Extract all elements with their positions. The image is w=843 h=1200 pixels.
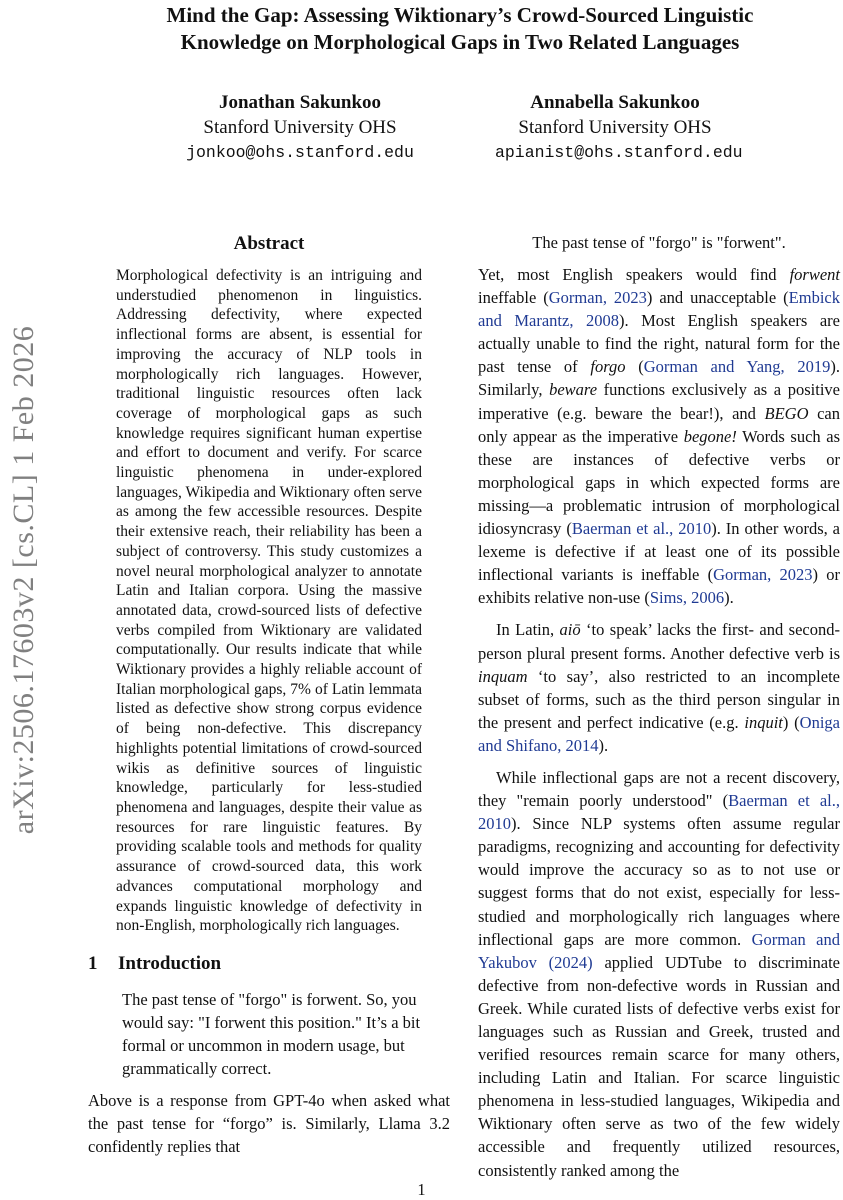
author-email: jonkoo@ohs.stanford.edu: [186, 143, 414, 162]
section-number: 1: [88, 953, 98, 974]
citation-link[interactable]: Baerman et al., 2010: [571, 519, 712, 539]
paragraph-nlp: While inflectional gaps are not a recent discovery, they "remain poorly understood" (Baerman et al., 2010). Since NLP systems often assume regular paradigms, recognizing and accounting for defectivity would improve the accuracy so as to not use or suggest forms that do not exist, especially for less-studied and morphologically rich languages where inflectional gaps are more common. Gorman and Yakubov (2024) applied UDTube to discriminate defective from non-defective words in Russian and Greek. While curated lists of defective verbs exist for languages such as Russian and Greek, trusted and verified resources remain scarce for many others, including Latin and Italian. For scarce linguistic phenomena in less-studied languages, Wikipedia and Wiktionary often serve as two of the few widely accessible and frequently utilized resources, consistently ranked among the: [478, 767, 840, 1180]
citation-link[interactable]: Gorman and Yakubov (2024): [478, 929, 840, 972]
author-email: apianist@ohs.stanford.edu: [495, 143, 743, 162]
author-affiliation: Stanford University OHS: [203, 117, 397, 138]
author-name: Annabella Sakunkoo: [530, 92, 700, 113]
citation-link[interactable]: Sims, 2006: [649, 588, 725, 608]
author-block-1: [180, 90, 420, 165]
author-block-2: [495, 90, 743, 165]
title-line-1: Mind the Gap: Assessing Wiktionary’s Crowd-Sourced Linguistic: [166, 3, 754, 27]
citation-link[interactable]: Gorman, 2023: [713, 565, 813, 585]
citation-link[interactable]: Gorman and Yang, 2019: [643, 357, 831, 377]
intro-paragraph: Above is a response from GPT-4o when asked what the past tense for “forgo” is. Similarly, Llama 3.2 confidently replies that: [88, 1091, 450, 1156]
llama-quote: The past tense of "forgo" is "forwent".: [532, 233, 786, 252]
arxiv-stamp: [4, 290, 44, 870]
page-number: 1: [417, 1180, 426, 1199]
paragraph-defectivity: Yet, most English speakers would find forwent ineffable (Gorman, 2023) and unacceptable (Embick and Marantz, 2008). Most English speakers are actually unable to find the right, natural form for the past tense of forgo (Gorman and Yang, 2019). Similarly, beware functions exclusively as a positive imperative (e.g. beware the bear!), and BEGO can only appear as the imperative begone! Words such as these are instances of defective verbs or morphological gaps in which expected forms are missing—a problematic intrusion of morphological idiosyncrasy (Baerman et al., 2010). In other words, a lexeme is defective if at least one of its possible inflectional variants is ineffable (Gorman, 2023) or exhibits relative non-use (Sims, 2006).: [478, 265, 841, 608]
paper-title: [60, 2, 843, 56]
author-affiliation: Stanford University OHS: [518, 117, 712, 138]
citation-link[interactable]: Gorman, 2023: [548, 288, 647, 308]
citation-link[interactable]: Baerman et al., 2010: [478, 791, 840, 834]
abstract-heading: Abstract: [233, 233, 305, 254]
citation-link[interactable]: Embick and Marantz, 2008: [478, 288, 840, 331]
author-name: Jonathan Sakunkoo: [218, 92, 382, 113]
section-title: Introduction: [118, 953, 222, 974]
arxiv-stamp-text: arXiv:2506.17603v2 [cs.CL] 1 Feb 2026: [7, 325, 41, 835]
right-column: [478, 263, 840, 1191]
section-heading-introduction: [88, 953, 221, 975]
citation-link[interactable]: Oniga and Shifano, 2014: [478, 712, 840, 755]
llm-quote: The past tense of "forgo" is forwent. So, you would say: "I forwent this position." It’s a bit formal or uncommon in modern usage, but grammatically correct.: [122, 990, 421, 1078]
title-line-2: Knowledge on Morphological Gaps in Two Related Languages: [180, 30, 740, 54]
abstract-body: Morphological defectivity is an intriguing and understudied phenomenon in linguistics. Addressing defectivity, where expected inflectional forms are absent, is essential for improving the accuracy of NLP tools in morphologically rich languages. However, traditional linguistic resources often lack coverage of morphological gaps as such knowledge requires significant human expertise and effort to document and verify. For scarce linguistic phenomena in under-explored languages, Wikipedia and Wiktionary often serve as among the few accessible resources. Despite their extensive reach, their reliability has been a subject of controversy. This study customizes a novel neural morphological analyzer to annotate Latin and Italian corpora. Using the massive annotated data, crowd-sourced lists of defective verbs compiled from Wiktionary are validated computationally. Our results indicate that while Wiktionary provides a highly reliable account of Italian morphological gaps, 7% of Latin lemmata listed as defective show strong corpus evidence of being non-defective. This discrepancy highlights potential limitations of crowd-sourced wikis as definitive sources of linguistic knowledge, particularly for less-studied phenomena and languages, despite their value as resources for rare linguistic features. By providing scalable tools and methods for quality assurance of crowd-sourced data, this work advances computational morphology and expands linguistic knowledge of defectivity in non-English, morphologically rich languages.: [116, 267, 422, 935]
paragraph-latin: In Latin, aiō ‘to speak’ lacks the first- and second-person plural present forms. Another defective verb is inquam ‘to say’, also restricted to an incomplete subset of forms, such as the third person singular in the present and perfect indicative (e.g. inquit) (Oniga and Shifano, 2014).: [478, 620, 840, 755]
